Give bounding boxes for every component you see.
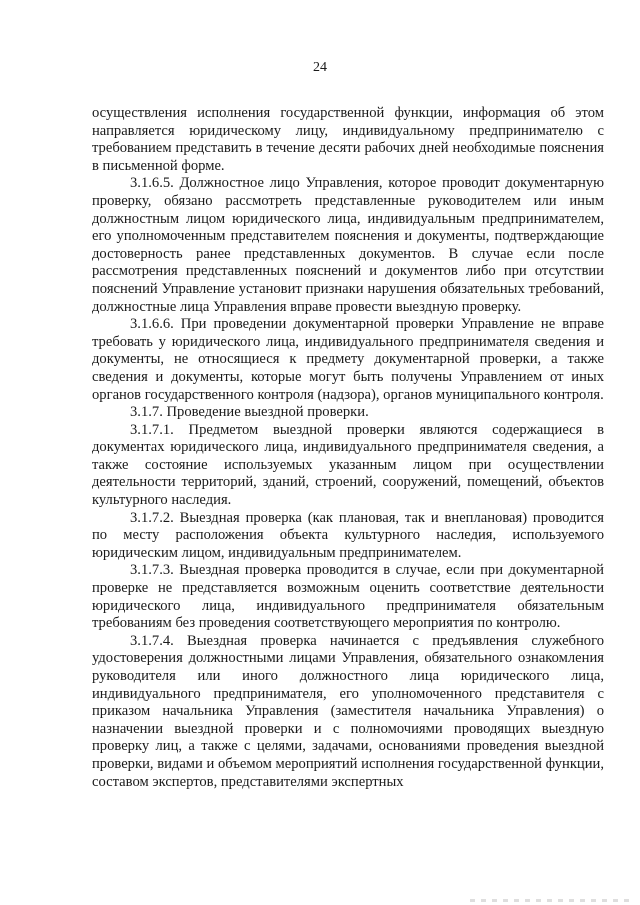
paragraph-continuation: осуществления исполнения государственной функции, информация об этом направляется юридическому лицу, индивидуальному предпринимателю с требованием представить в течение десяти рабочих дней необходимые пояснения в письменной форме. (92, 105, 604, 174)
paragraph-3-1-7-3: 3.1.7.3. Выездная проверка проводится в случае, если при документарной проверке не представляется возможным оценить соответствие деятельности юридического лица, индивидуального предпринимателя обязательным требованиям без проведения соответствующего мероприятия по контролю. (92, 562, 604, 632)
document-body (92, 105, 604, 791)
paragraph-3-1-7-1: 3.1.7.1. Предметом выездной проверки являются содержащиеся в документах юридического лица, индивидуального предпринимателя сведения, а также состояние используемых указанным лицом при осуществлении деятельности территорий, зданий, строений, сооружений, помещений, объектов культурного наследия. (92, 421, 604, 509)
paragraph-3-1-6-6: 3.1.6.6. При проведении документарной проверки Управление не вправе требовать у юридического лица, индивидуального предпринимателя сведения и документы, не относящиеся к предмету документарной проверки, а также сведения и документы, которые могут быть получены Управлением от иных органов государственного контроля (надзора), органов муниципального контроля. (92, 316, 604, 403)
section-heading-3-1-7: 3.1.7. Проведение выездной проверки. (130, 404, 369, 421)
scan-artifact (470, 899, 630, 902)
page-number: 24 (313, 60, 327, 75)
paragraph-3-1-7-4: 3.1.7.4. Выездная проверка начинается с предъявления служебного удостоверения должностными лицами Управления, обязательного ознакомления руководителя или иного должностного лица юридического лица, индивидуального предпринимателя, его уполномоченного представителя с приказом начальника Управления (заместителя начальника Управления) о назначении выездной проверки и с полномочиями проводящих выездную проверку лиц, а также с целями, задачами, основаниями проведения выездной проверки, видами и объемом мероприятий исполнения государственной функции, составом экспертов, представителями экспертных (92, 632, 604, 790)
paragraph-3-1-6-5: 3.1.6.5. Должностное лицо Управления, которое проводит документарную проверку, обязано рассмотреть представленные руководителем или иным должностным лицом юридического лица, индивидуальным предпринимателем, его уполномоченным представителем пояснения и документы, подтверждающие достоверность ранее представленных документов. В случае если после рассмотрения представленных пояснений и документов либо при отсутствии пояснений Управление установит признаки нарушения обязательных требований, должностные лица Управления вправе провести выездную проверку. (92, 175, 604, 315)
paragraph-3-1-7-2: 3.1.7.2. Выездная проверка (как плановая, так и внеплановая) проводится по месту расположения объекта культурного наследия, используемого юридическим лицом, индивидуальным предпринимателем. (92, 509, 604, 561)
